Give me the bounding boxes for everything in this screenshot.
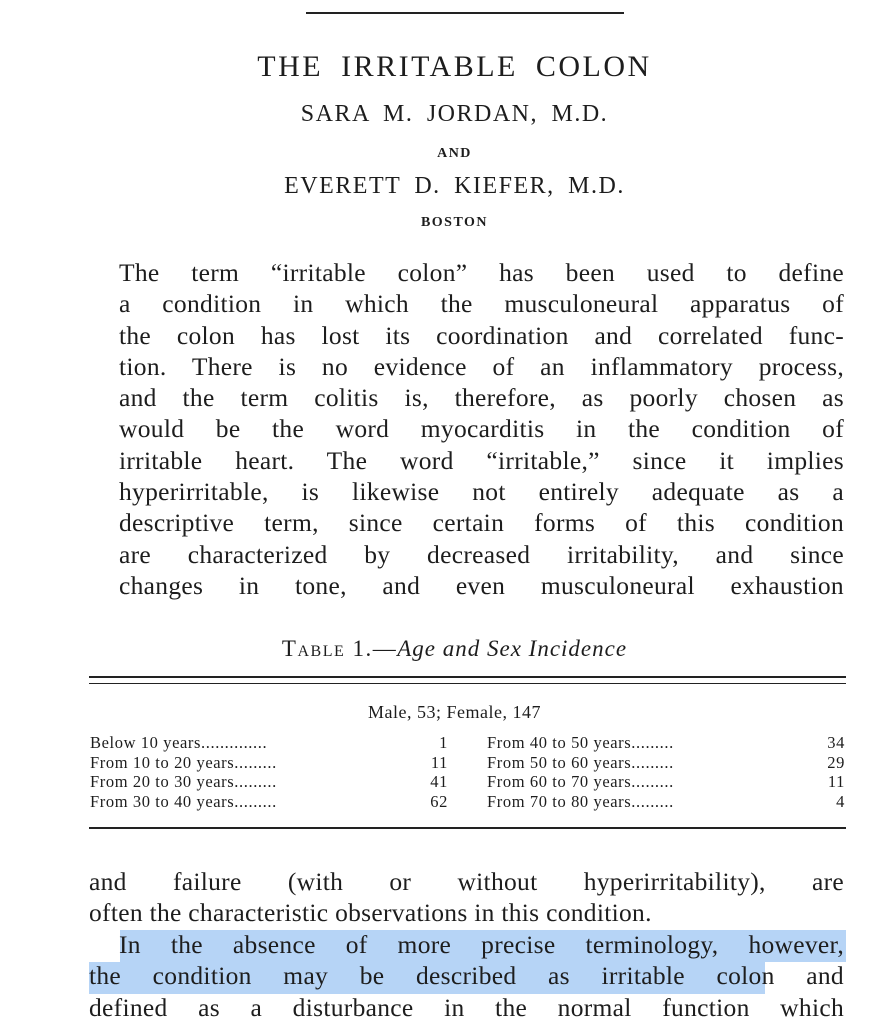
author-conjunction: AND	[437, 146, 472, 161]
table-row	[90, 733, 448, 753]
table-row-value: 62	[430, 791, 448, 811]
table-caption	[0, 636, 879, 662]
table-row-value: 4	[836, 791, 845, 811]
table-row-value: 34	[827, 733, 845, 752]
table-row-value: 1	[439, 733, 448, 752]
author-1: SARA M. JORDAN, M.D.	[300, 101, 609, 127]
table-row	[487, 792, 845, 812]
table-row	[90, 772, 448, 792]
author-2: EVERETT D. KIEFER, M.D.	[284, 173, 625, 199]
text-line: tion. There is no evidence of an inflammatory process,	[119, 351, 844, 381]
table-row-label: From 10 to 20 years.........	[90, 752, 277, 772]
table-row-value: 11	[430, 752, 448, 772]
table-column-right	[487, 733, 845, 811]
table-row	[487, 733, 845, 753]
text-line: often the characteristic observations in this condition.	[89, 898, 652, 928]
author-location: BOSTON	[420, 215, 489, 230]
table-bottom-rule	[89, 827, 846, 829]
table-row-label: Below 10 years..............	[90, 733, 268, 752]
table-row	[90, 792, 448, 812]
table-caption-prefix: Table 1.—	[281, 636, 398, 661]
table-row-label: From 70 to 80 years.........	[487, 791, 674, 811]
header-rule	[306, 12, 624, 14]
text-line: changes in tone, and even musculoneural exhaustion	[119, 570, 844, 600]
text-line: irritable heart. The word “irritable,” since it implies	[119, 445, 844, 475]
table-row	[487, 772, 845, 792]
table-row-value: 11	[827, 772, 845, 791]
text-line: and the term colitis is, therefore, as poorly chosen as	[119, 383, 844, 413]
text-line: would be the word myocarditis in the condition of	[119, 414, 844, 444]
table-column-left	[90, 733, 448, 811]
article-title: THE IRRITABLE COLON	[257, 50, 652, 83]
table-row-label: From 60 to 70 years.........	[487, 772, 674, 791]
table-caption-title: Age and Sex Incidence	[397, 636, 628, 661]
text-line: the colon has lost its coordination and correlated func-	[119, 320, 844, 350]
paragraph-intro	[89, 257, 844, 601]
table-row-label: From 30 to 40 years.........	[90, 791, 277, 811]
table-top-rule-thin	[89, 683, 846, 684]
table-row	[90, 753, 448, 773]
table-top-rule	[89, 676, 846, 678]
table-row	[487, 753, 845, 773]
table-row-label: From 50 to 60 years.........	[487, 752, 674, 772]
text-line: are characterized by decreased irritability, and since	[119, 539, 844, 569]
text-line: descriptive term, since certain forms of this condition	[119, 508, 844, 538]
table-header: Male, 53; Female, 147	[368, 702, 541, 722]
selected-text-line[interactable]: In the absence of more precise terminology, however,	[119, 930, 844, 959]
text-line: The term “irritable colon” has been used to define	[119, 258, 844, 287]
table-row-value: 29	[827, 752, 845, 772]
paragraph-continuation	[89, 866, 844, 929]
table-row-value: 41	[430, 772, 448, 791]
paragraph-definition[interactable]	[89, 929, 844, 1023]
text-line: a condition in which the musculoneural apparatus of	[119, 289, 844, 319]
table-row-label: From 40 to 50 years.........	[487, 733, 674, 752]
text-line: defined as a disturbance in the normal function which	[89, 992, 844, 1022]
selected-text-line[interactable]: the condition may be described as irritable colon and	[89, 961, 844, 991]
text-line: and failure (with or without hyperirritability), are	[89, 867, 844, 896]
text-line: hyperirritable, is likewise not entirely adequate as a	[119, 477, 844, 507]
table-row-label: From 20 to 30 years.........	[90, 772, 277, 791]
